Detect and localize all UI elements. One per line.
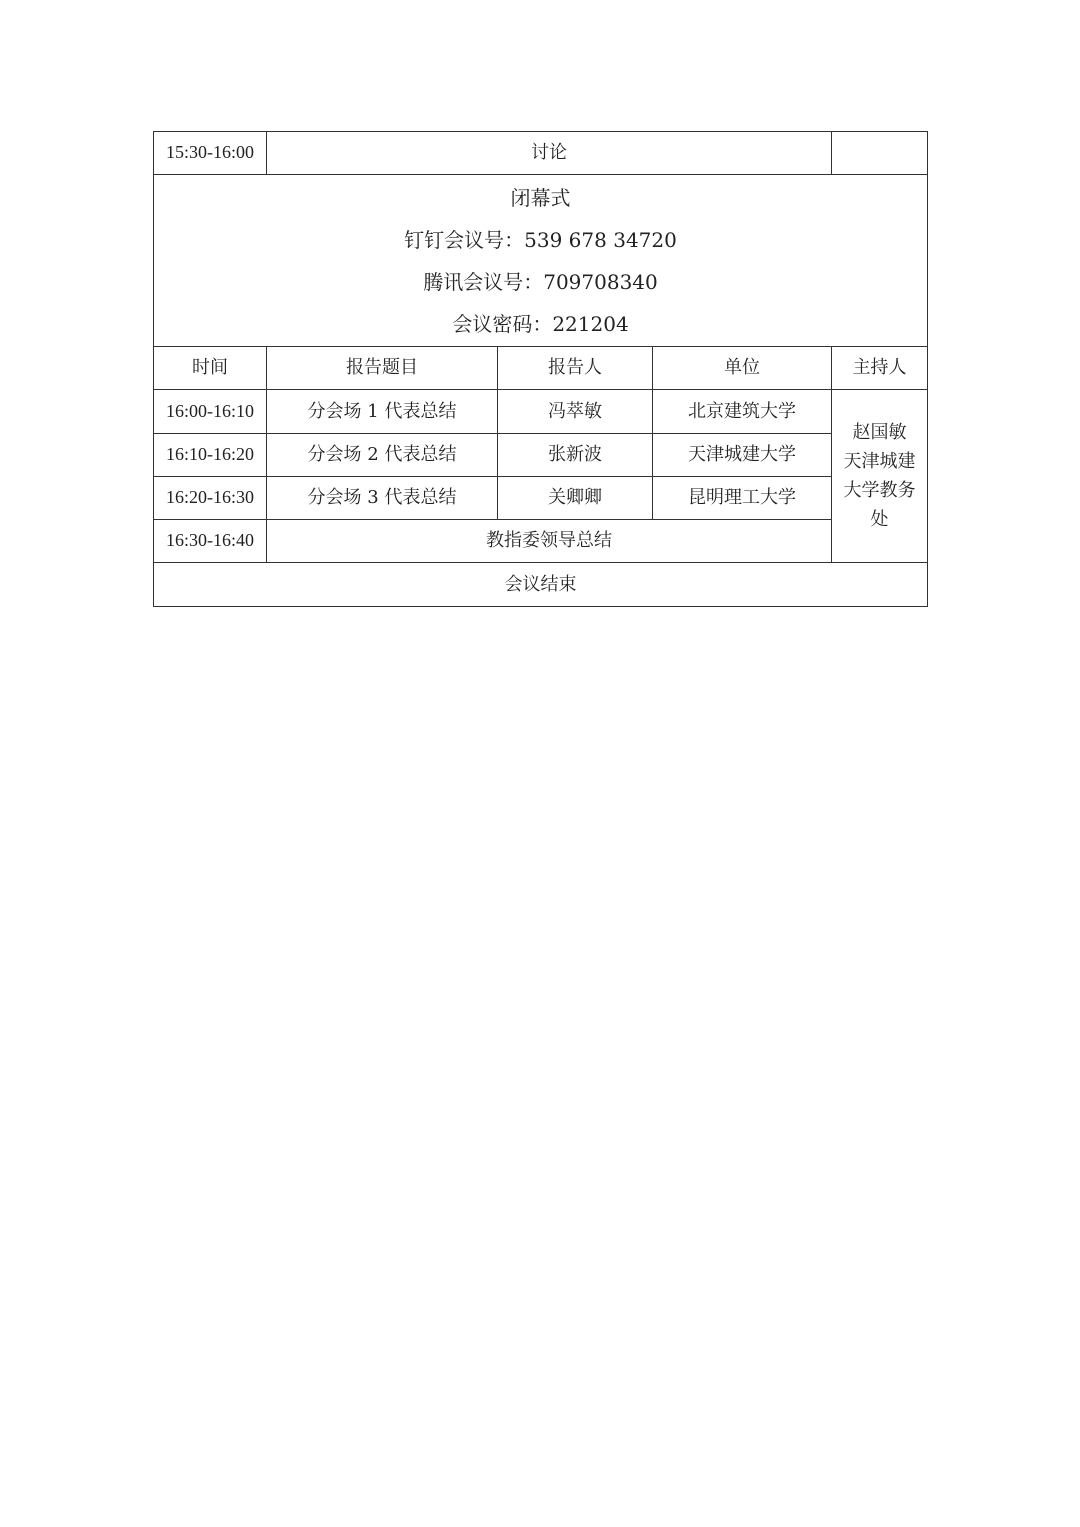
meeting-end-label: 会议结束 <box>154 563 928 607</box>
host-affiliation-line-2: 大学教务 <box>843 480 916 501</box>
dingtalk-meeting-id: 钉钉会议号：539 678 34720 <box>404 227 677 252</box>
end-row <box>154 563 928 607</box>
row-speaker: 冯萃敏 <box>498 390 653 434</box>
row-topic: 分会场 2 代表总结 <box>267 434 498 477</box>
host-cell <box>832 390 928 563</box>
row-time: 16:00-16:10 <box>154 390 267 434</box>
header-topic: 报告题目 <box>267 347 498 390</box>
discussion-row <box>154 132 928 175</box>
table-row <box>154 390 928 434</box>
tencent-meeting-id: 腾讯会议号：709708340 <box>423 269 658 294</box>
schedule-table <box>153 131 928 607</box>
leader-summary-row <box>154 520 928 563</box>
leader-summary-label: 教指委领导总结 <box>267 520 832 563</box>
table-row <box>154 434 928 477</box>
leader-summary-time: 16:30-16:40 <box>154 520 267 563</box>
header-host: 主持人 <box>832 347 928 390</box>
row-time: 16:20-16:30 <box>154 477 267 520</box>
header-time: 时间 <box>154 347 267 390</box>
header-speaker: 报告人 <box>498 347 653 390</box>
row-unit: 昆明理工大学 <box>653 477 832 520</box>
closing-ceremony-row <box>154 175 928 347</box>
row-topic: 分会场 1 代表总结 <box>267 390 498 434</box>
meeting-password: 会议密码：221204 <box>452 311 629 336</box>
host-affiliation-line-1: 天津城建 <box>843 451 916 472</box>
row-unit: 天津城建大学 <box>653 434 832 477</box>
header-row <box>154 347 928 390</box>
host-affiliation-line-3: 处 <box>870 509 889 530</box>
row-topic: 分会场 3 代表总结 <box>267 477 498 520</box>
row-speaker: 关卿卿 <box>498 477 653 520</box>
discussion-extra-cell <box>832 132 928 175</box>
table-row <box>154 477 928 520</box>
closing-ceremony-cell <box>154 175 928 347</box>
closing-title: 闭幕式 <box>510 185 571 210</box>
host-name: 赵国敏 <box>852 422 907 443</box>
row-unit: 北京建筑大学 <box>653 390 832 434</box>
row-time: 16:10-16:20 <box>154 434 267 477</box>
discussion-label: 讨论 <box>267 132 832 175</box>
discussion-time: 15:30-16:00 <box>154 132 267 175</box>
row-speaker: 张新波 <box>498 434 653 477</box>
header-unit: 单位 <box>653 347 832 390</box>
